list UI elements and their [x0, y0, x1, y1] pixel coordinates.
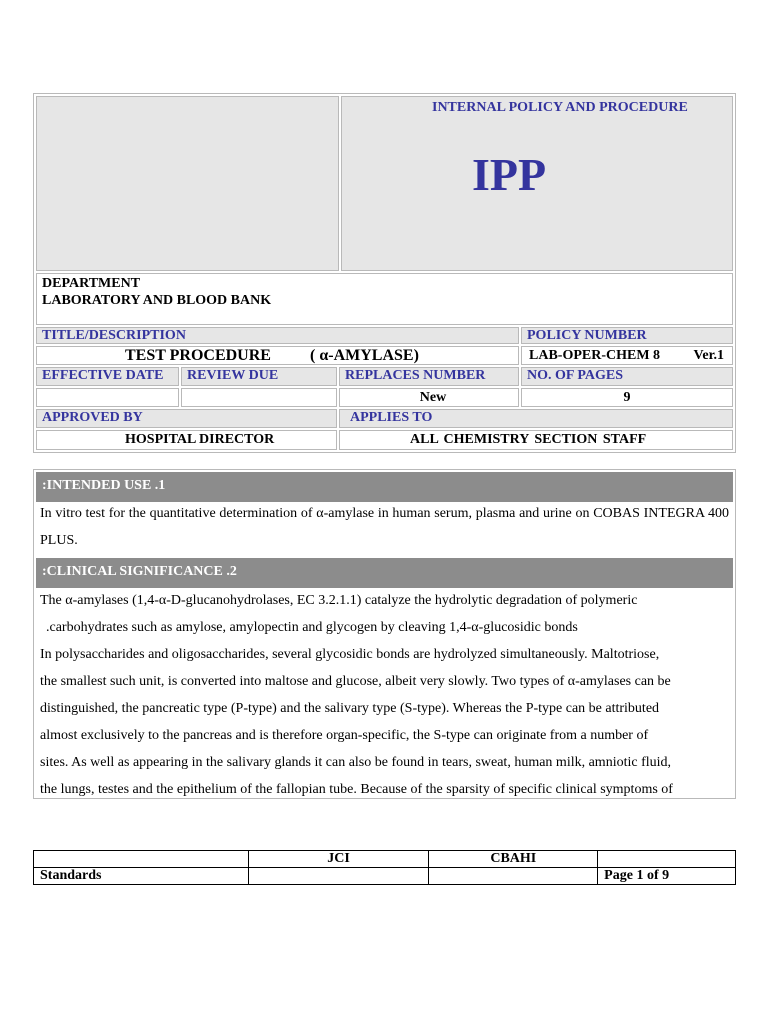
clinical-significance-heading: :CLINICAL SIGNIFICANCE .2	[36, 558, 733, 588]
title-value-amylase: ( α-AMYLASE)	[310, 347, 419, 364]
clinical-line: distinguished, the pancreatic type (P-type) and the salivary type (S-type). Whereas the P-type can be attributed	[40, 701, 660, 716]
applies-to-value: ALL CHEMISTRY SECTION STAFF	[339, 430, 733, 450]
intended-use-heading: :INTENDED USE .1	[36, 472, 733, 502]
policy-number-label: POLICY NUMBER	[521, 327, 733, 344]
review-due-label: REVIEW DUE	[181, 367, 337, 386]
standards-blank-cell	[34, 851, 249, 868]
effective-date-value	[36, 388, 179, 407]
no-of-pages-value: 9	[521, 388, 733, 407]
effective-date-label: EFFECTIVE DATE	[36, 367, 179, 386]
title-value-cell	[36, 346, 519, 365]
department-cell	[36, 273, 733, 325]
cbahi-value	[429, 868, 598, 885]
standards-table	[33, 850, 736, 885]
jci-value	[248, 868, 429, 885]
policy-heading: INTERNAL POLICY AND PROCEDURE	[432, 100, 688, 115]
policy-number-value: LAB-OPER-CHEM 8	[529, 348, 661, 363]
ipp-title: IPP	[472, 149, 547, 200]
clinical-line: sites. As well as appearing in the salivary glands it can also be found in tears, sweat, human milk, amniotic fluid,	[40, 755, 672, 770]
clinical-line: almost exclusively to the pancreas and is therefore organ-specific, the S-type can originate from a number of	[40, 728, 649, 743]
title-label: TITLE/DESCRIPTION	[36, 327, 519, 344]
standards-label: Standards	[34, 868, 249, 885]
approved-by-label: APPROVED BY	[36, 409, 337, 428]
clinical-line: The α-amylases (1,4-α-D-glucanohydrolases, EC 3.2.1.1) catalyze the hydrolytic degradation of polymeric	[40, 593, 638, 608]
content-sections	[33, 469, 736, 799]
department-value: LABORATORY AND BLOOD BANK	[42, 293, 272, 308]
clinical-line: the smallest such unit, is converted into maltose and glucose, albeit very slowly. Two types of α-amylases can be	[40, 674, 671, 689]
title-value: TEST PROCEDURE	[125, 347, 271, 364]
policy-version: Ver.1	[693, 348, 724, 363]
department-label: DEPARTMENT	[42, 276, 141, 291]
replaces-number-value: New	[339, 388, 519, 407]
replaces-number-label: REPLACES NUMBER	[339, 367, 519, 386]
applies-to-label: APPLIES TO	[339, 409, 733, 428]
clinical-significance-text	[40, 587, 729, 799]
ipp-title-area	[341, 96, 733, 271]
no-of-pages-label: NO. OF PAGES	[521, 367, 733, 386]
logo-area	[36, 96, 339, 271]
review-due-value	[181, 388, 337, 407]
clinical-line: the lungs, testes and the epithelium of the fallopian tube. Because of the sparsity of specific clinical symptoms of	[40, 782, 673, 797]
cbahi-header: CBAHI	[429, 851, 598, 868]
intended-use-text: In vitro test for the quantitative determination of α-amylase in human serum, plasma and urine on COBAS INTEGRA 400 PLUS.	[40, 506, 729, 548]
jci-header: JCI	[248, 851, 429, 868]
policy-number-cell	[521, 346, 733, 365]
approved-by-value: HOSPITAL DIRECTOR	[36, 430, 337, 450]
page-blank-cell	[598, 851, 736, 868]
clinical-line: .carbohydrates such as amylose, amylopectin and glycogen by cleaving 1,4-α-glucosidic bonds	[46, 620, 578, 635]
ipp-header-table	[33, 93, 736, 453]
page-number: Page 1 of 9	[598, 868, 736, 885]
clinical-line: In polysaccharides and oligosaccharides, several glycosidic bonds are hydrolyzed simultaneously. Maltotriose,	[40, 647, 660, 662]
